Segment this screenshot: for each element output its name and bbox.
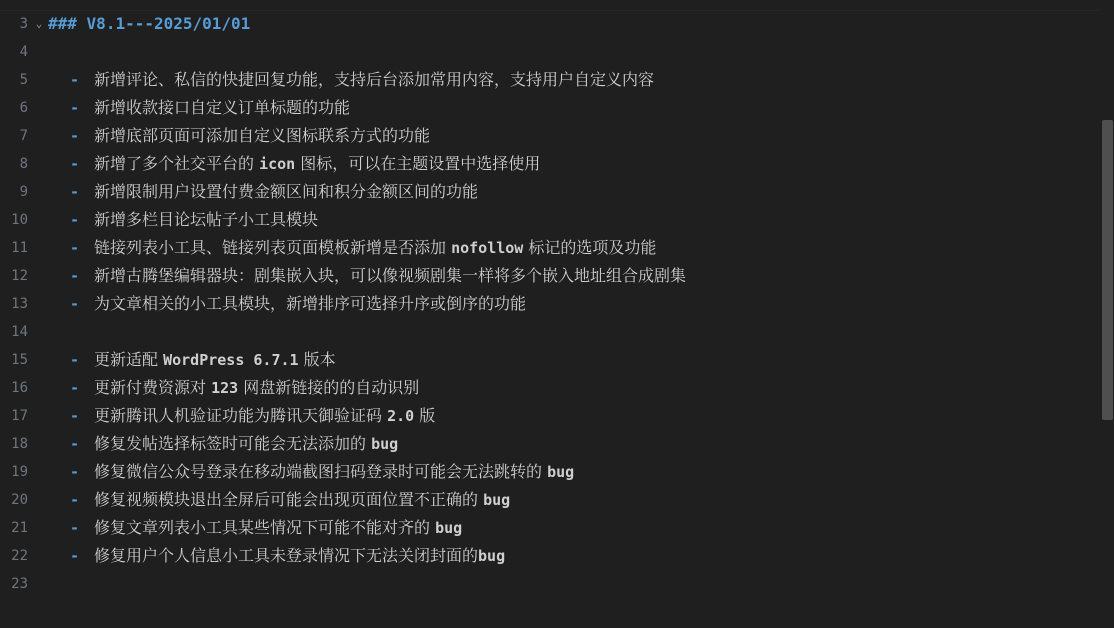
inline-code-span: nofollow [451,239,524,257]
list-item-text: 为文章相关的小工具模块，新增排序可选择升序或倒序的功能 [94,294,527,313]
list-bullet-marker: - [70,435,80,453]
line-number: 11 [11,240,28,256]
line-content [48,150,1114,178]
editor-line[interactable] [0,570,1114,598]
heading-text: V8.1---2025/01/01 [86,14,251,33]
list-item-text: 修复用户个人信息小工具未登录情况下无法关闭封面的 [94,546,479,565]
line-content [48,542,1114,570]
list-item-text: 新增底部页面可添加自定义图标联系方式的功能 [94,126,431,145]
line-content [48,234,1114,262]
list-item-text: 版 [414,406,436,425]
editor-line[interactable] [0,542,1114,570]
editor-line[interactable] [0,178,1114,206]
editor-line[interactable] [0,94,1114,122]
editor-lines[interactable] [0,10,1114,598]
editor-line[interactable] [0,402,1114,430]
list-item-text: 版本 [298,350,336,369]
inline-code-span: 123 [211,379,239,397]
line-content [48,458,1114,486]
line-content [48,178,1114,206]
list-bullet-marker: - [70,267,80,285]
line-number: 22 [11,548,28,564]
line-number: 8 [19,156,28,172]
list-bullet-marker: - [70,99,80,117]
list-item-text: 链接列表小工具、链接列表页面模板新增是否添加 [94,238,452,257]
list-item-text: 网盘新链接的的自动识别 [238,378,420,397]
list-item-text: 更新付费资源对 [94,378,212,397]
line-content [48,430,1114,458]
editor-line[interactable] [0,234,1114,262]
line-number: 23 [11,576,28,592]
inline-code-span: bug [435,519,463,537]
line-number: 18 [11,436,28,452]
heading-hash-marker: ### [48,14,77,33]
line-content [48,122,1114,150]
editor-line[interactable] [0,374,1114,402]
line-content [48,346,1114,374]
line-content [48,94,1114,122]
line-number: 4 [19,44,28,60]
inline-code-span: bug [547,463,575,481]
line-content [48,10,1114,38]
editor-line[interactable] [0,346,1114,374]
inline-code-span: bug [483,491,511,509]
line-content [48,262,1114,290]
list-item-text: 新增多栏目论坛帖子小工具模块 [94,210,319,229]
line-content [48,374,1114,402]
editor-line[interactable] [0,206,1114,234]
list-bullet-marker: - [70,211,80,229]
editor-line[interactable] [0,38,1114,66]
line-content [48,66,1114,94]
list-item-text: 新增收款接口自定义订单标题的功能 [94,98,351,117]
list-item-text: 修复文章列表小工具某些情况下可能不能对齐的 [94,518,436,537]
list-item-text: 修复发帖选择标签时可能会无法添加的 [94,434,372,453]
editor-line[interactable] [0,262,1114,290]
editor-line[interactable] [0,122,1114,150]
list-bullet-marker: - [70,183,80,201]
list-item-text: 新增限制用户设置付费金额区间和积分金额区间的功能 [94,182,479,201]
line-number: 13 [11,296,28,312]
line-number: 19 [11,464,28,480]
list-item-text: 修复微信公众号登录在移动端截图扫码登录时可能会无法跳转的 [94,462,548,481]
list-bullet-marker: - [70,239,80,257]
vertical-scrollbar-track[interactable] [1100,0,1114,628]
list-bullet-marker: - [70,155,80,173]
line-number: 15 [11,352,28,368]
line-number: 20 [11,492,28,508]
line-content [48,402,1114,430]
markdown-heading [48,14,250,33]
list-bullet-marker: - [70,351,80,369]
inline-code-span: WordPress 6.7.1 [163,351,299,369]
list-bullet-marker: - [70,407,80,425]
list-item-text: 新增了多个社交平台的 [94,154,260,173]
editor-top-edge [0,0,1114,11]
line-content [48,486,1114,514]
line-number: 14 [11,324,28,340]
line-number: 16 [11,380,28,396]
line-number: 9 [19,184,28,200]
line-number: 12 [11,268,28,284]
line-number: 7 [19,128,28,144]
list-item-text: 标记的选项及功能 [523,238,657,257]
list-bullet-marker: - [70,547,80,565]
list-bullet-marker: - [70,71,80,89]
fold-chevron-down-icon[interactable]: ⌄ [35,17,43,30]
list-item-text: 新增评论、私信的快捷回复功能，支持后台添加常用内容，支持用户自定义内容 [94,70,655,89]
list-item-text: 图标，可以在主题设置中选择使用 [295,154,541,173]
inline-code-span: icon [259,155,296,173]
line-content [48,514,1114,542]
line-number: 10 [11,212,28,228]
line-number: 3 [19,16,28,32]
line-content [48,206,1114,234]
line-number: 6 [19,100,28,116]
line-number: 5 [19,72,28,88]
line-number: 21 [11,520,28,536]
editor-line[interactable] [0,290,1114,318]
inline-code-span: bug [478,547,506,565]
editor-line[interactable] [0,10,1114,38]
editor-line[interactable] [0,318,1114,346]
editor-line[interactable] [0,430,1114,458]
line-number: 17 [11,408,28,424]
editor-line[interactable] [0,66,1114,94]
inline-code-span: 2.0 [387,407,415,425]
editor-line[interactable] [0,514,1114,542]
list-bullet-marker: - [70,127,80,145]
list-bullet-marker: - [70,519,80,537]
list-item-text: 新增古腾堡编辑器块：剧集嵌入块，可以像视频剧集一样将多个嵌入地址组合成剧集 [94,266,687,285]
list-bullet-marker: - [70,491,80,509]
line-content [48,290,1114,318]
vertical-scrollbar-thumb[interactable] [1102,120,1113,420]
list-bullet-marker: - [70,463,80,481]
list-item-text: 修复视频模块退出全屏后可能会出现页面位置不正确的 [94,490,484,509]
list-item-text: 更新适配 [94,350,164,369]
list-item-text: 更新腾讯人机验证功能为腾讯天御验证码 [94,406,388,425]
list-bullet-marker: - [70,295,80,313]
editor-line[interactable] [0,486,1114,514]
inline-code-span: bug [371,435,399,453]
list-bullet-marker: - [70,379,80,397]
editor-line[interactable] [0,150,1114,178]
editor-line[interactable] [0,458,1114,486]
